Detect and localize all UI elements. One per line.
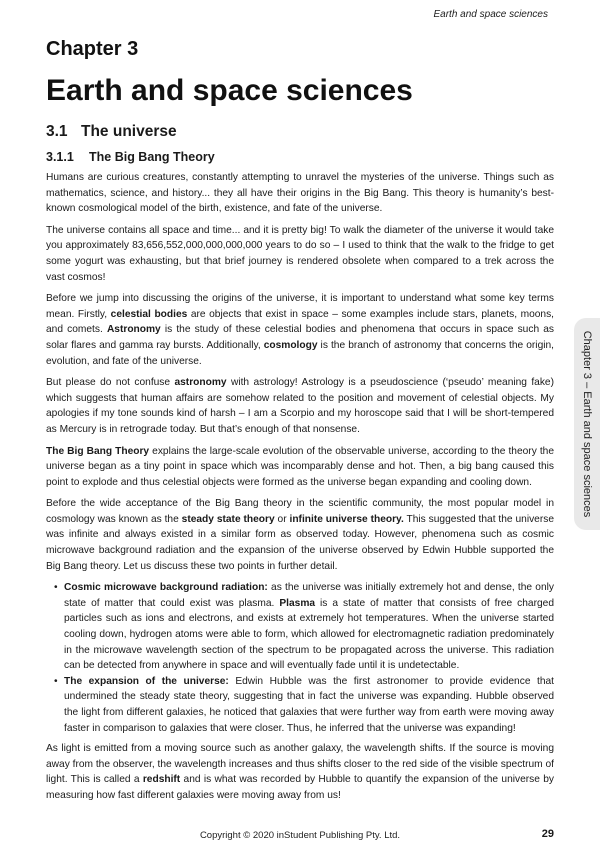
running-head: Earth and space sciences xyxy=(433,9,548,20)
body-text xyxy=(46,170,554,810)
term-infinite-universe: infinite universe theory. xyxy=(289,513,404,525)
term-redshift: redshift xyxy=(142,774,181,786)
section-title: The universe xyxy=(81,123,177,140)
paragraph-redshift: As light is emitted from a moving source such as another galaxy, the wavelength shifts. If the source is moving away from the observer, the wavelength increases and thus shifts closer to the red side of the visible spectrum of light. This is called a redshift and is what was recorded by Hubble to quantify the expansion of the universe by measuring how fast different galaxies were moving away from us! xyxy=(46,743,554,801)
list-item-expansion: • The expansion of the universe: Edwin Hubble was the first astronomer to provide evidence that undermined the steady state theory, suggesting that in fact the universe was expanding. Hubble observed the light from different galaxies, he noticed that galaxies that were further way from earth were moving away faster in comparison to galaxies that were closer. Thus, he inferred that the universe was expanding! xyxy=(64,674,554,736)
paragraph-big-bang: The Big Bang Theory explains the large-scale evolution of the observable universe, according to the theory the universe began as a tiny point in space which was incomparably dense and hot. Then, a big bang caused this point to explode and thus celestial objects were formed as the universe began expanding and cooling down. xyxy=(46,445,554,488)
paragraph-steady-state: Before the wide acceptance of the Big Bang theory in the scientific community, the most popular model in cosmology was known as the steady state theory or infinite universe theory. This suggested that the universe was infinite and always existed in a similar form as observed today. However, phenomena such as cosmic microwave background radiation and the expansion of the universe observed by Edwin Hubble supported the Big Bang theory. Let us discuss these two points in further detail. xyxy=(46,498,554,572)
term-plasma: Plasma xyxy=(279,597,316,609)
evidence-list xyxy=(46,580,554,736)
subsection-heading xyxy=(46,150,215,164)
chapter-label: Chapter 3 xyxy=(46,38,139,60)
term-celestial-bodies: celestial bodies xyxy=(110,308,188,320)
copyright-footer: Copyright © 2020 inStudent Publishing Pty. Ltd. xyxy=(199,830,401,841)
chapter-title: Earth and space sciences xyxy=(46,74,413,107)
chapter-side-tab xyxy=(574,318,600,530)
paragraph-intro: Humans are curious creatures, constantly attempting to unravel the mysteries of the universe. Things such as mathematics, science, and history... they all have their origins in the Big Bang. This theory is humanity’s best-known cosmological model of the birth, existence, and fate of the universe. xyxy=(46,172,554,215)
paragraph-universe-size: The universe contains all space and time... and it is pretty big! To walk the diameter of the universe it would take you approximately 83,656,552,000,000,000,000 years to do so – I used to think that the walk to the fridge to get some yogurt was exhausting, but that brief journey is rendered obsolete when compared to a trek across the vast cosmos! xyxy=(46,224,554,283)
list-item-cmb: • Cosmic microwave background radiation: as the universe was initially extremely hot and dense, the only state of matter that could exist was plasma. Plasma is a state of matter that consists of free charged particles such as ions and electrons, and exists at extremely hot temperatures. When the universe started cooling down, hydrogen atoms were able to form, which allowed for electromagnetic radiation predominately in the microwave wavelength section of the spectrum to be propagated across the universe. This radiation can be detected from anywhere in space and will eventually fade until it is undetectable. xyxy=(64,580,554,674)
term-big-bang-theory: The Big Bang Theory xyxy=(46,445,150,457)
side-tab-label: Chapter 3 – Earth and space sciences xyxy=(581,330,593,518)
term-astronomy: Astronomy xyxy=(106,324,161,336)
paragraph-astrology: But please do not confuse astronomy with astrology! Astrology is a pseudoscience (‘pseudo’ meaning fake) which suggests that human affairs are somehow related to the position and movement of celestial objects. My apologies if my tone sounds kind of harsh – I am a Scorpio and my horoscope said that I will be short-tempered as Mercury is in retrograde today. But that’s enough of that nonsense. xyxy=(46,377,554,435)
term-expansion: The expansion of the universe: xyxy=(64,675,229,687)
term-steady-state: steady state theory xyxy=(181,513,275,525)
paragraph-key-terms: Before we jump into discussing the origins of the universe, it is important to understand what some key terms mean. Firstly, celestial bodies are objects that exist in space – some examples include stars, planets, moons, and comets. Astronomy is the study of these celestial bodies and phenomena that occurs in space such as solar flares and gamma ray bursts. Additionally, cosmology is the branch of astronomy that concerns the origin, evolution, and fate of the universe. xyxy=(46,293,555,367)
subsection-number: 3.1.1 xyxy=(46,150,74,164)
section-number: 3.1 xyxy=(46,123,68,140)
term-cmb: Cosmic microwave background radiation: xyxy=(64,582,268,594)
term-astronomy-2: astronomy xyxy=(174,377,227,389)
term-cosmology: cosmology xyxy=(263,339,318,351)
subsection-title: The Big Bang Theory xyxy=(89,150,215,164)
page-number: 29 xyxy=(541,828,554,840)
section-heading xyxy=(46,123,177,141)
